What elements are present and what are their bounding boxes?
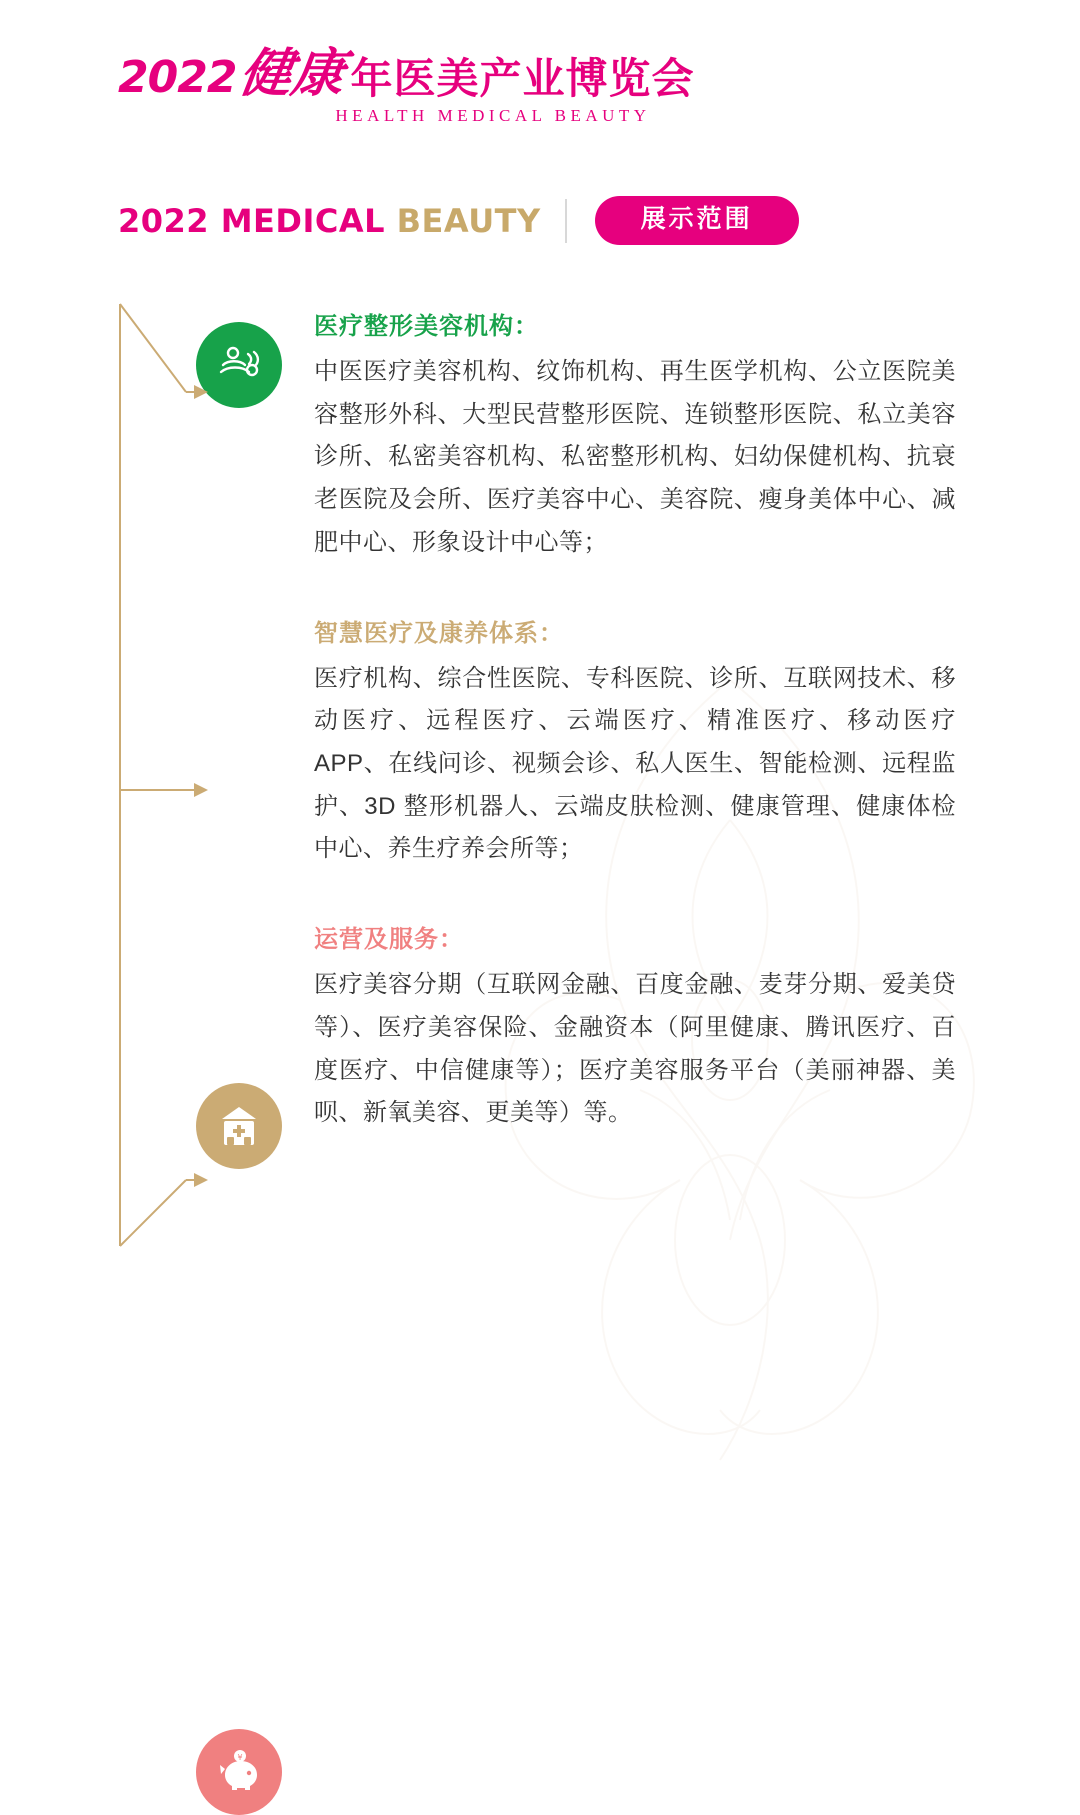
block-smart-medical-system bbox=[196, 613, 956, 872]
logo-year: 2022 bbox=[118, 52, 237, 103]
block-operation-and-services bbox=[196, 919, 956, 1763]
block-heading-1: 医疗整形美容机构： bbox=[314, 313, 539, 340]
block-body-3: 医疗美容分期（互联网金融、百度金融、麦芽分期、爱美贷等）、医疗美容保险、金融资本（阿里健康、腾讯医疗、百度医疗、中信健康等）；医疗美容服务平台（美丽神器、美呗、新氧美容、更美等）等。 bbox=[314, 971, 956, 1127]
spacer-1 bbox=[196, 587, 956, 613]
block-body-1: 中医医疗美容机构、纹饰机构、再生医学机构、公立医院美容整形外科、大型民营整形医院、连锁整形医院、私立美容诊所、私密美容机构、私密整形机构、妇幼保健机构、抗衰老医院及会所、医疗美容中心、美容院、瘦身美体中心、减肥中心、形象设计中心等； bbox=[314, 358, 956, 556]
section-title-english bbox=[118, 202, 541, 240]
logo-brush-characters: 健康 bbox=[236, 43, 349, 104]
section-title-badge: 展示范围 bbox=[595, 196, 799, 245]
section-title-english-part1: 2022 MEDICAL bbox=[118, 201, 386, 240]
block-text-1 bbox=[314, 306, 956, 565]
block-text-2 bbox=[314, 613, 956, 872]
spacer-2 bbox=[196, 893, 956, 919]
block-medical-beauty-institutions bbox=[196, 306, 956, 565]
section-title-row bbox=[118, 196, 799, 245]
event-logo bbox=[118, 43, 695, 126]
block-body-2: 医疗机构、综合性医院、专科医院、诊所、互联网技术、移动医疗、远程医疗、云端医疗、精准医疗、移动医疗 APP、在线问诊、视频会诊、私人医生、智能检测、远程监护、3D 整形机器人、云端皮肤检测、健康管理、健康体检中心、养生疗养会所等； bbox=[314, 664, 956, 863]
logo-subtitle: HEALTH MEDICAL BEAUTY bbox=[335, 106, 651, 125]
piggy-bank-icon bbox=[196, 1729, 282, 1815]
logo-wordmark bbox=[118, 43, 695, 104]
section-title-english-part2: BEAUTY bbox=[396, 201, 541, 240]
block-heading-3: 运营及服务： bbox=[314, 926, 464, 954]
content-blocks bbox=[196, 306, 956, 1763]
bracket-connector bbox=[108, 300, 308, 1250]
logo-title-characters: 年医美产业博览会 bbox=[350, 54, 695, 103]
block-heading-2: 智慧医疗及康养体系： bbox=[314, 619, 564, 647]
block-text-3 bbox=[314, 919, 956, 1135]
title-divider bbox=[565, 199, 567, 243]
svg-text:¥: ¥ bbox=[237, 1753, 243, 1763]
